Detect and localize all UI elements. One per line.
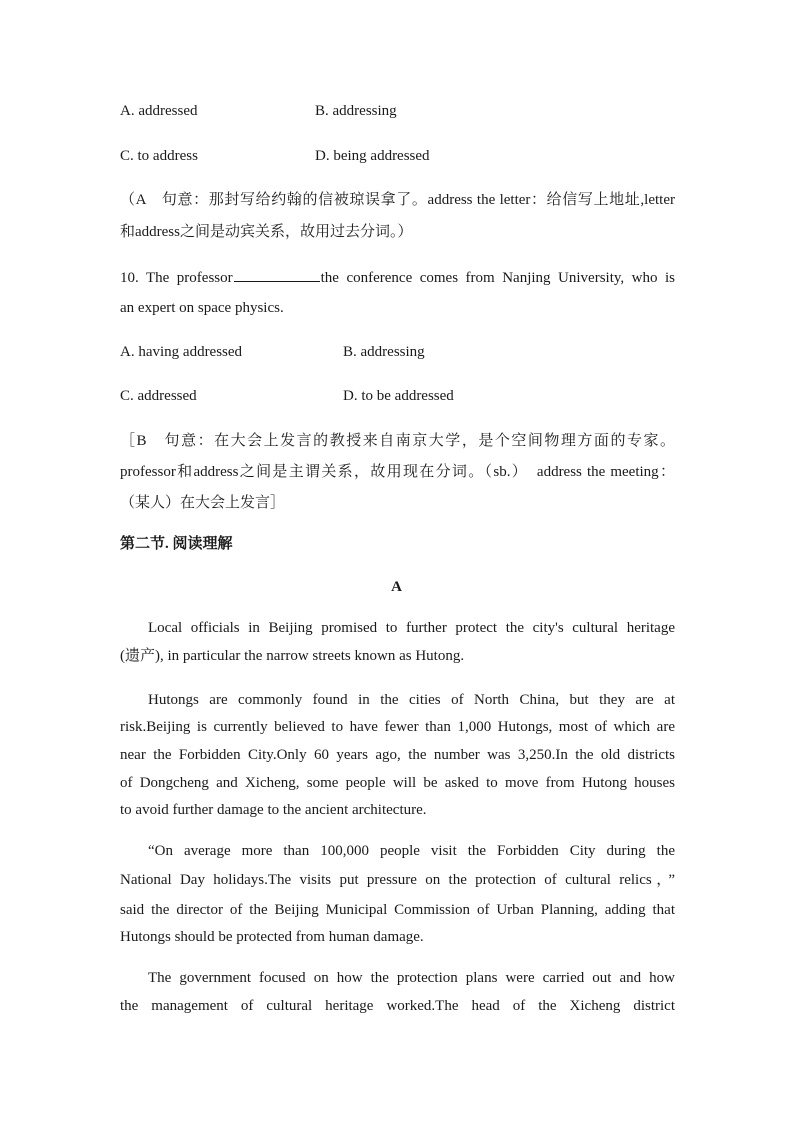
answer-blank: [234, 267, 320, 282]
q9-explanation-line-1: （A 句意：那封写给约翰的信被琼误拿了。address the letter：给信写上地址,letter: [120, 192, 675, 208]
q10-option-b: B. addressing: [343, 344, 425, 360]
paragraph-2-line-2: risk.Beijing is currently believed to have fewer than 1,000 Hutongs, most of which are: [120, 719, 675, 735]
paragraph-3-line-1: “On average more than 100,000 people visit the Forbidden City during the: [148, 843, 675, 859]
paragraph-2-line-1: Hutongs are commonly found in the cities of North China, but they are at: [148, 692, 675, 708]
section-title: 第二节. 阅读理解: [120, 536, 233, 552]
paragraph-3-line-4: Hutongs should be protected from human damage.: [120, 929, 424, 945]
paragraph-1-line-1: Local officials in Beijing promised to further protect the city's cultural heritage: [148, 620, 675, 636]
q9-explanation-line-2: 和address之间是动宾关系，故用过去分词。）: [120, 224, 413, 240]
q10-option-d: D. to be addressed: [343, 388, 454, 404]
q9-option-b: B. addressing: [315, 103, 397, 119]
q10-stem-line-1: [120, 267, 675, 288]
paragraph-4-line-1: The government focused on how the protection plans were carried out and how: [148, 970, 675, 986]
paragraph-4-line-2: the management of cultural heritage worked.The head of the Xicheng district: [120, 998, 675, 1014]
q10-explanation-line-1: ［B 句意：在大会上发言的教授来自南京大学，是个空间物理方面的专家。: [120, 433, 675, 449]
q10-explanation-line-3: （某人）在大会上发言］: [120, 495, 286, 511]
q10-stem-line-2: an expert on space physics.: [120, 300, 284, 316]
q9-option-a: A. addressed: [120, 103, 198, 119]
q10-explanation-line-2: professor和address之间是主谓关系，故用现在分词。（sb.） address the meeting：: [120, 464, 675, 480]
passage-label: A: [391, 579, 402, 595]
paragraph-2-line-3: near the Forbidden City.Only 60 years ago, the number was 3,250.In the old districts: [120, 747, 675, 763]
paragraph-2-line-5: to avoid further damage to the ancient architecture.: [120, 802, 427, 818]
q10-stem-part-a: 10. The professor: [120, 270, 233, 286]
paragraph-2-line-4: of Dongcheng and Xicheng, some people will be asked to move from Hutong houses: [120, 775, 675, 791]
q9-option-d: D. being addressed: [315, 148, 430, 164]
paragraph-3-line-2: National Day holidays.The visits put pressure on the protection of cultural relics，”: [120, 872, 675, 888]
q10-option-a: A. having addressed: [120, 344, 243, 360]
q10-option-c: C. addressed: [120, 388, 197, 404]
paragraph-3-line-3: said the director of the Beijing Municipal Commission of Urban Planning, adding that: [120, 902, 675, 918]
paragraph-1-line-2: (遗产), in particular the narrow streets known as Hutong.: [120, 648, 465, 664]
q10-stem-part-b: the conference comes from Nanjing University, who is: [320, 270, 675, 286]
q9-option-c: C. to address: [120, 148, 198, 164]
